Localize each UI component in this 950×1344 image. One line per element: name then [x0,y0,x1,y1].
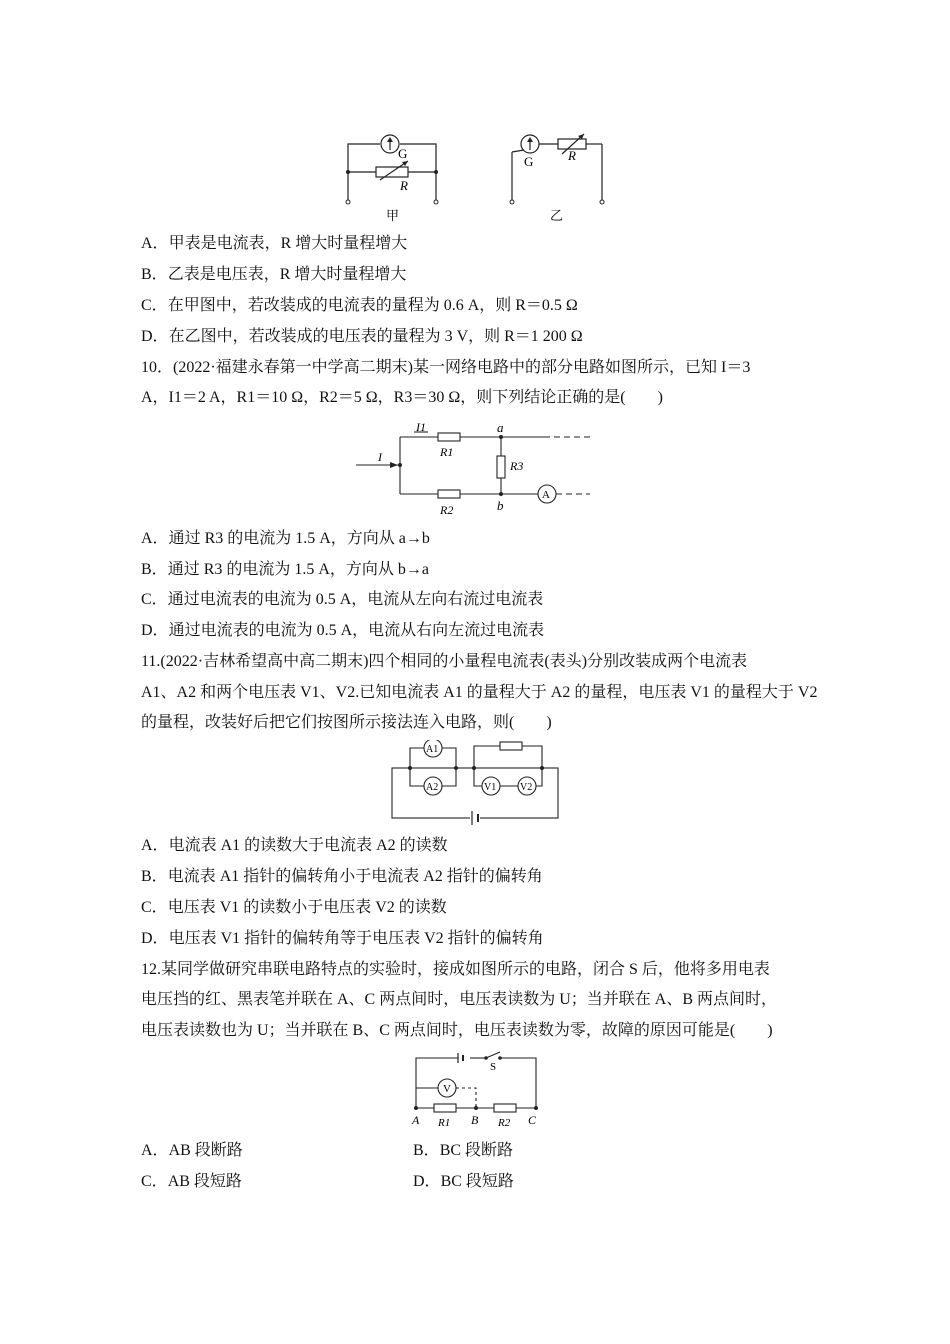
q11-circuit-figure [388,740,564,826]
q10-stem-line2: A，I1＝2 A，R1＝10 Ω，R2＝5 Ω，R3＝30 Ω，则下列结论正确的是( ) [141,389,663,406]
q12-stem-line2: 电压挡的红、黑表笔并联在 A、C 两点间时，电压表读数为 U；当并联在 A、B 两点间时， [141,991,778,1008]
q12-option-b: B．BC 段断路 [413,1142,514,1159]
q12-switch-label: S [490,1061,497,1073]
q10-option-b: B．通过 R3 的电流为 1.5 A，方向从 b→a [141,561,430,578]
q11-a2-label: A2 [426,782,439,793]
q10-r1-label: R1 [440,445,454,459]
q12-circuit-figure [408,1048,544,1134]
q10-ammeter-label: A [542,489,550,501]
q11-option-a: A．电流表 A1 的读数大于电流表 A2 的读数 [141,837,448,854]
q9-option-a: A．甲表是电流表，R 增大时量程增大 [141,235,408,252]
galvanometer-figure [340,128,620,224]
q12-stem-line1: 12.某同学做研究串联电路特点的实验时，接成如图所示的电路，闭合 S 后，他将多用电表 [141,961,770,978]
jia-r-label: R [400,178,408,193]
q9-option-d: D．在乙图中，若改装成的电压表的量程为 3 V，则 R＝1 200 Ω [141,328,583,345]
q9-option-c: C．在甲图中，若改装成的电流表的量程为 0.6 A，则 R＝0.5 Ω [141,297,578,314]
q10-i-label: I [378,450,382,464]
q12-option-c: C．AB 段短路 [141,1173,242,1190]
q10-stem-line1: 10．(2022·福建永春第一中学高二期末)某一网络电路中的部分电路如图所示，已知 I＝3 [141,359,751,376]
q12-voltmeter-label: V [443,1083,451,1095]
q11-option-b: B．电流表 A1 指针的偏转角小于电流表 A2 指针的偏转角 [141,868,543,885]
q11-stem-line1: 11.(2022·吉林希望高中高二期末)四个相同的小量程电流表(表头)分别改装成两个电流表 [141,653,748,670]
q9-option-b: B．乙表是电压表，R 增大时量程增大 [141,266,407,283]
q11-option-d: D．电压表 V1 指针的偏转角等于电压表 V2 指针的偏转角 [141,930,544,947]
q10-option-d: D．通过电流表的电流为 0.5 A，电流从右向左流过电流表 [141,622,545,639]
q12-node-a: A [412,1113,420,1127]
q10-i1-label: I1 [416,420,426,434]
yi-caption: 乙 [550,208,564,223]
q12-stem-line3: 电压表读数也为 U；当并联在 B、C 两点间时，电压表读数为零，故障的原因可能是( ) [141,1022,773,1039]
q11-stem-line2: A1、A2 和两个电压表 V1、V2.已知电流表 A1 的量程大于 A2 的量程，电压表 V1 的量程大于 V2 [141,684,818,701]
q12-r1-label: R1 [438,1117,451,1129]
q10-node-a: a [497,420,504,435]
jia-caption: 甲 [386,208,400,223]
q10-node-b: b [497,498,504,513]
q11-v1-label: V1 [484,782,497,793]
q10-r3-label: R3 [510,459,524,473]
jia-g-label: G [398,146,408,161]
q11-stem-line3: 的量程，改装好后把它们按图所示接法连入电路，则( ) [141,714,552,731]
q11-v2-label: V2 [520,782,533,793]
q10-option-a: A．通过 R3 的电流为 1.5 A，方向从 a→b [141,530,430,547]
q10-r2-label: R2 [440,503,454,517]
q11-a1-label: A1 [426,744,439,755]
yi-r-label: R [568,148,576,163]
q12-node-c: C [528,1113,537,1127]
yi-g-label: G [524,154,534,169]
q10-option-c: C．通过电流表的电流为 0.5 A，电流从左向右流过电流表 [141,591,544,608]
q12-option-a: A．AB 段断路 [141,1142,243,1159]
q10-circuit-figure [354,420,594,520]
q12-option-d: D．BC 段短路 [413,1173,514,1190]
q11-option-c: C．电压表 V1 的读数小于电压表 V2 的读数 [141,899,447,916]
q12-node-b: B [471,1113,479,1127]
q12-r2-label: R2 [498,1117,511,1129]
